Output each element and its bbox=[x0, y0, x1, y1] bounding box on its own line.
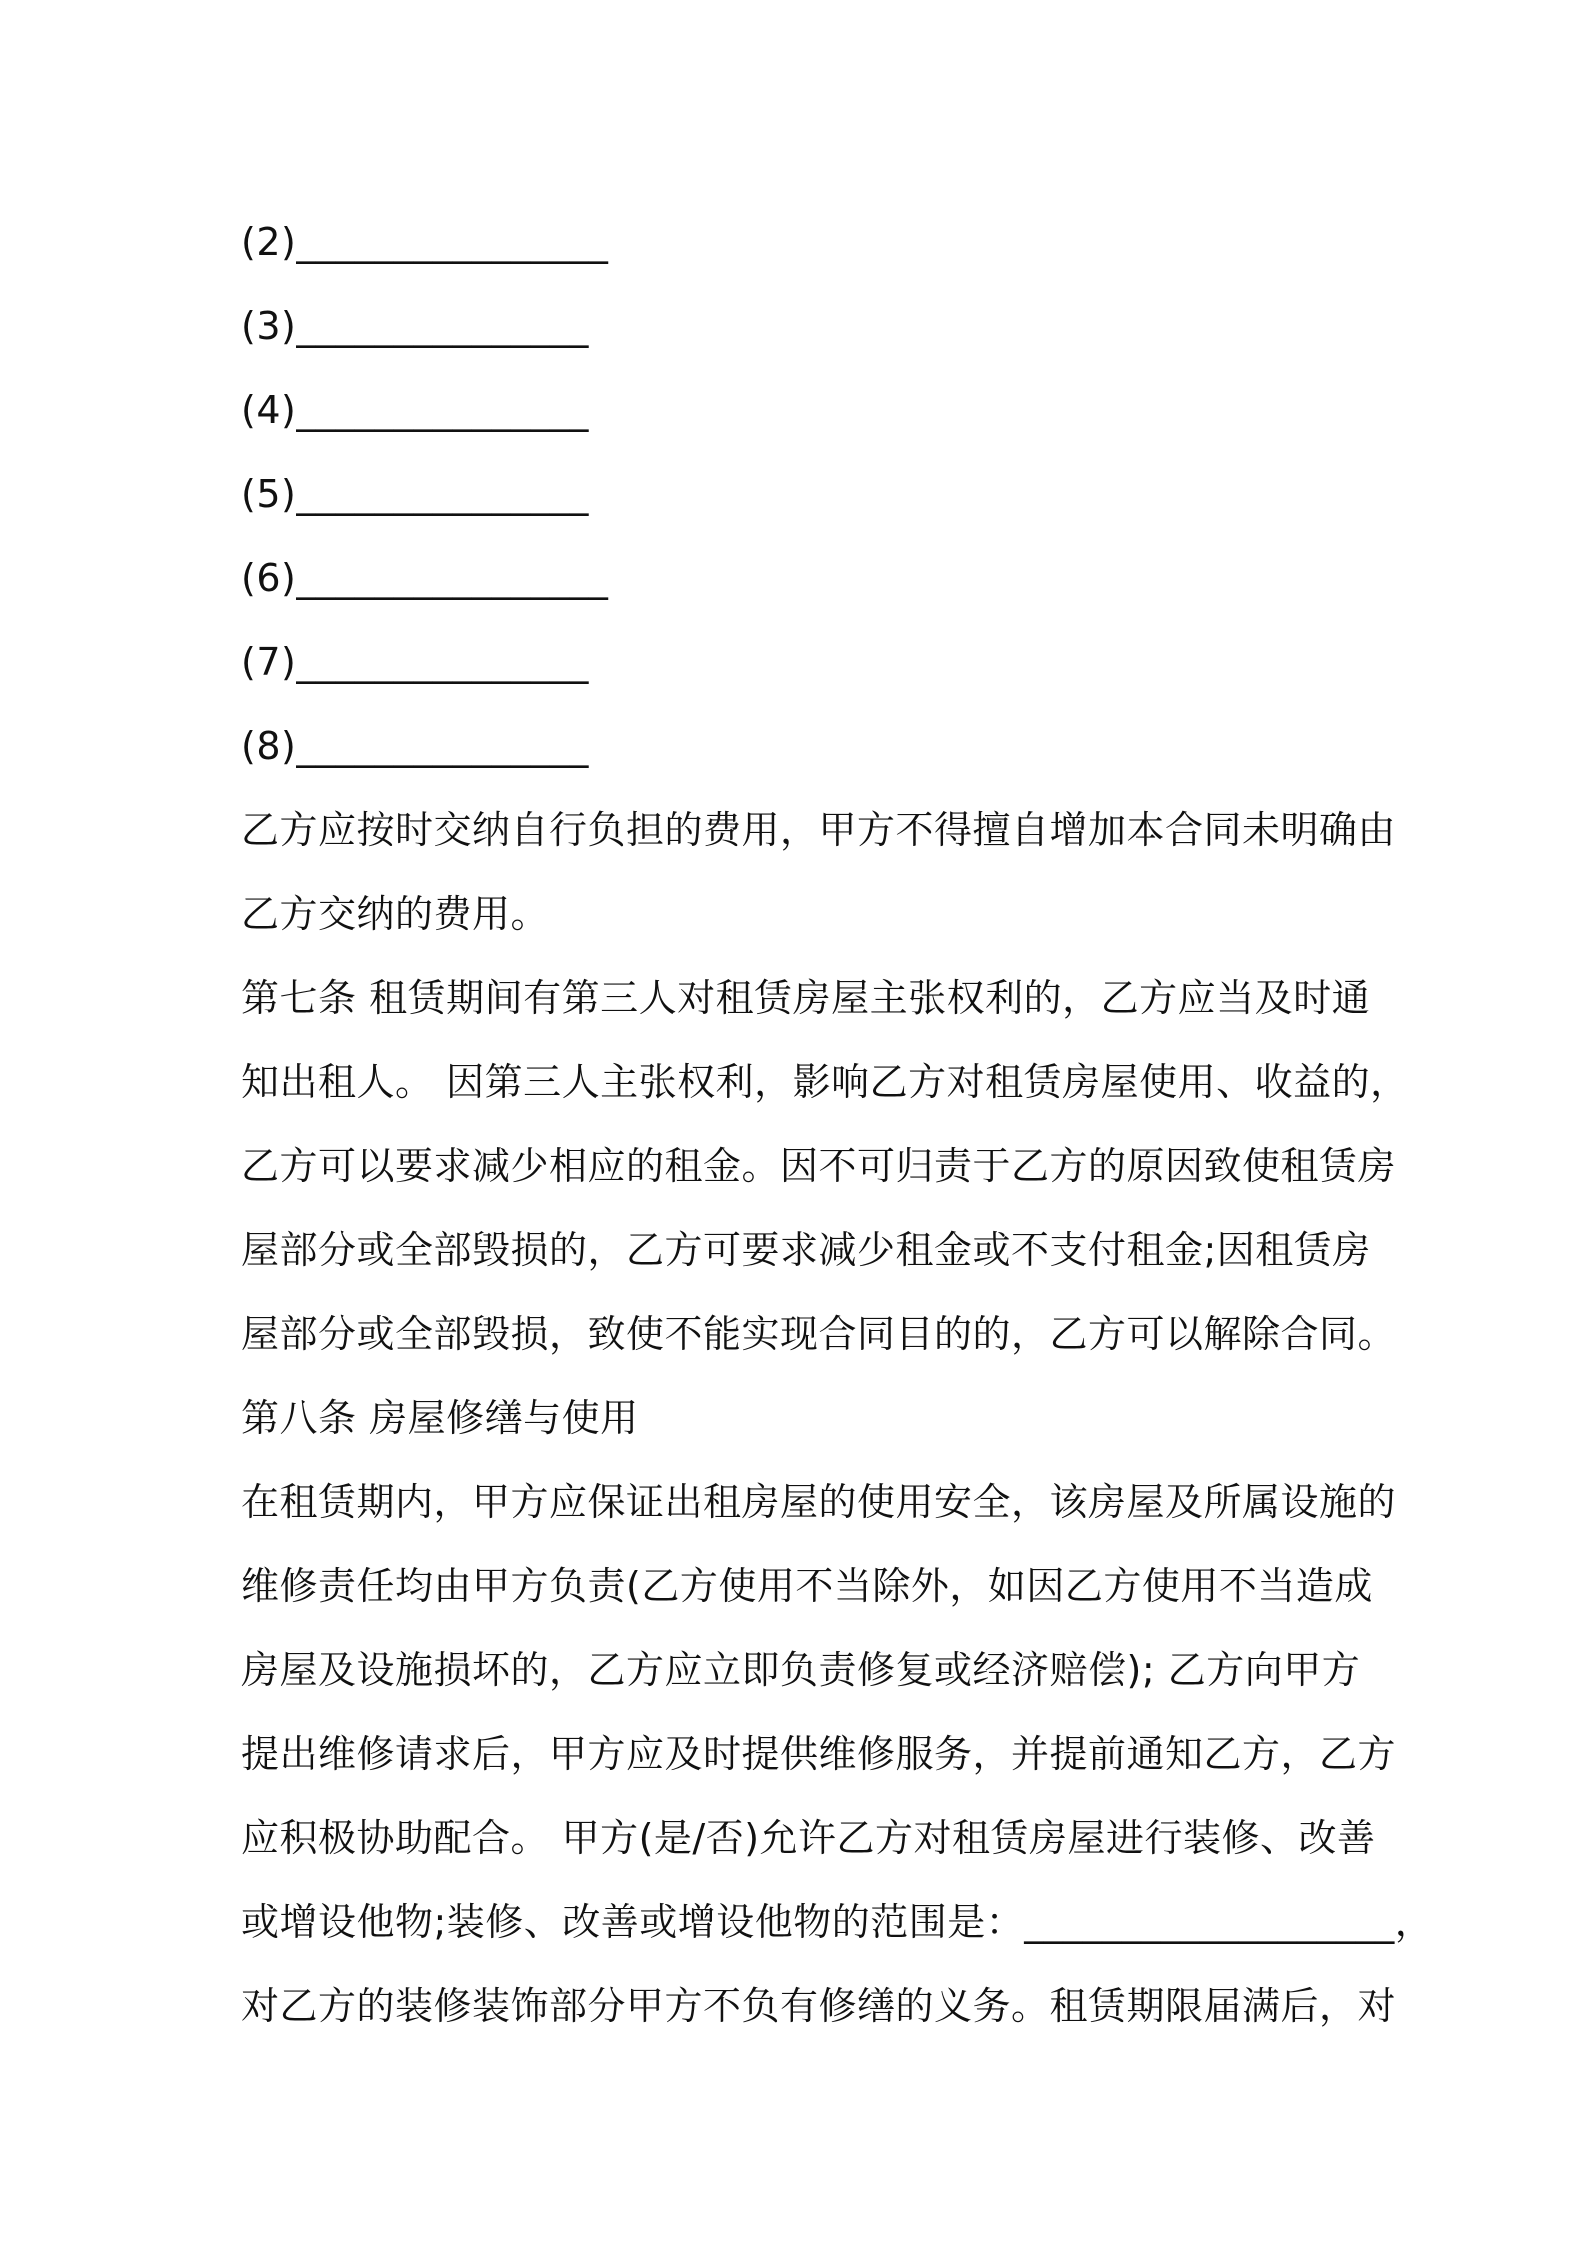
paragraph-line: 屋部分或全部毁损的，乙方可要求减少租金或不支付租金;因租赁房 bbox=[241, 1228, 1371, 1272]
blank-item-4: (4)_______________ bbox=[241, 388, 589, 432]
paragraph-line: 房屋及设施损坏的，乙方应立即负责修复或经济赔偿); 乙方向甲方 bbox=[241, 1648, 1361, 1692]
blank-item-8: (8)_______________ bbox=[241, 724, 589, 768]
article-eight-heading: 第八条 房屋修缮与使用 bbox=[241, 1396, 639, 1440]
blank-item-2: (2)________________ bbox=[241, 220, 609, 264]
paragraph-line: 应积极协助配合。 甲方(是/否)允许乙方对租赁房屋进行装修、改善 bbox=[241, 1816, 1376, 1860]
contract-text bbox=[241, 200, 1434, 2048]
article-seven-line: 第七条 租赁期间有第三人对租赁房屋主张权利的，乙方应当及时通 bbox=[241, 976, 1371, 1020]
paragraph-line: 在租赁期内，甲方应保证出租房屋的使用安全，该房屋及所属设施的 bbox=[241, 1480, 1397, 1524]
blank-item-5: (5)_______________ bbox=[241, 472, 589, 516]
paragraph-line: 维修责任均由甲方负责(乙方使用不当除外，如因乙方使用不当造成 bbox=[241, 1564, 1373, 1608]
paragraph-line: 对乙方的装修装饰部分甲方不负有修缮的义务。租赁期限届满后，对 bbox=[241, 1984, 1397, 2028]
blank-item-6: (6)________________ bbox=[241, 556, 609, 600]
blank-item-3: (3)_______________ bbox=[241, 304, 589, 348]
blank-item-7: (7)_______________ bbox=[241, 640, 589, 684]
paragraph-line: 乙方可以要求减少相应的租金。因不可归责于乙方的原因致使租赁房 bbox=[241, 1144, 1397, 1188]
paragraph-line: 屋部分或全部毁损，致使不能实现合同目的的，乙方可以解除合同。 bbox=[241, 1312, 1397, 1356]
paragraph-line: 知出租人。 因第三人主张权利，影响乙方对租赁房屋使用、收益的， bbox=[241, 1060, 1409, 1104]
paragraph-line: 提出维修请求后，甲方应及时提供维修服务，并提前通知乙方，乙方 bbox=[241, 1732, 1397, 1776]
paragraph-line: 乙方应按时交纳自行负担的费用，甲方不得擅自增加本合同未明确由 bbox=[241, 808, 1397, 852]
paragraph-line: 乙方交纳的费用。 bbox=[241, 892, 550, 936]
paragraph-line: 或增设他物;装修、改善或增设他物的范围是：___________________， bbox=[241, 1900, 1434, 1944]
